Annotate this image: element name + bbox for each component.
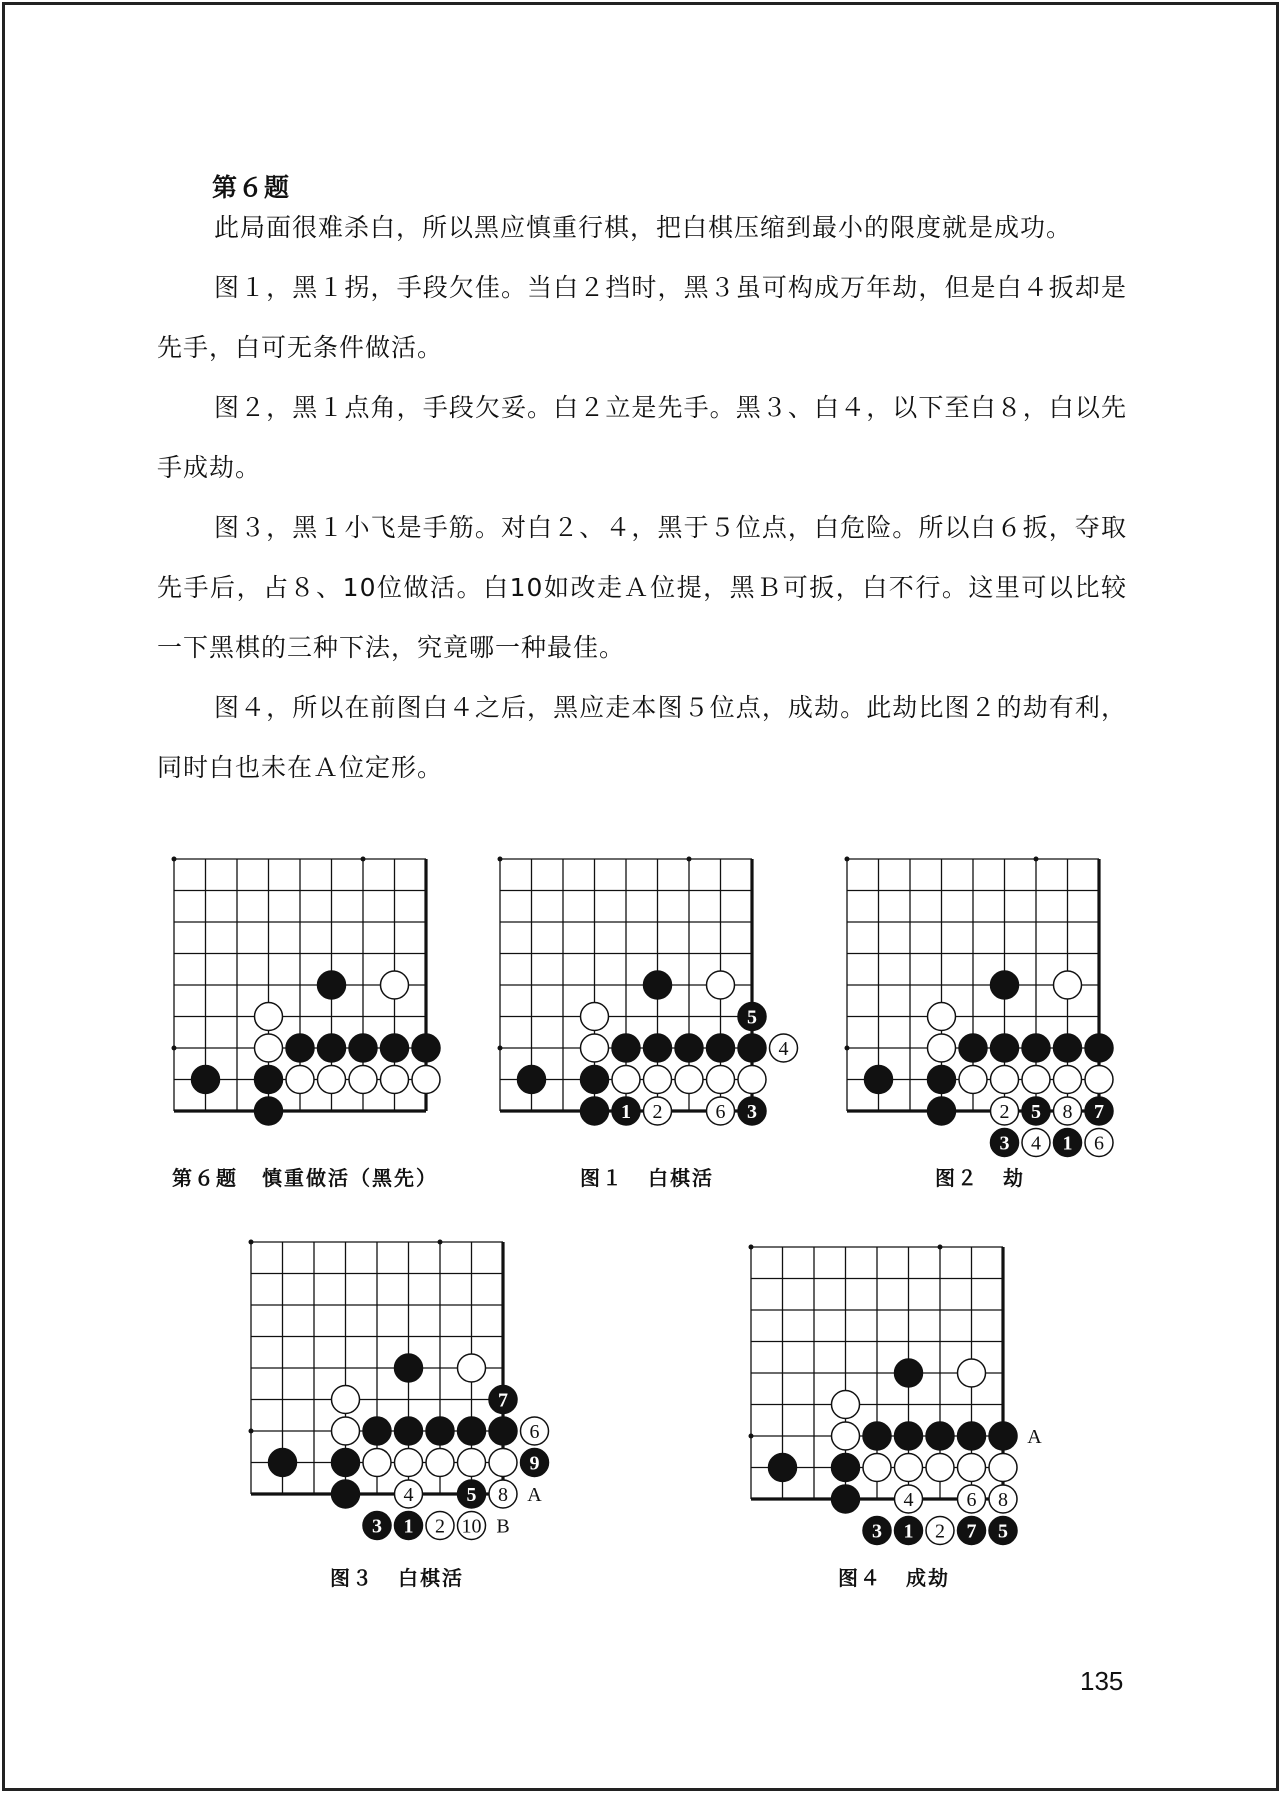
black-stone <box>255 1066 283 1094</box>
white-stone <box>395 1449 423 1477</box>
move-number: 1 <box>1062 1132 1073 1155</box>
white-stone <box>958 1359 986 1387</box>
move-number: 4 <box>403 1484 414 1506</box>
black-stone <box>412 1034 440 1062</box>
move-number: 8 <box>998 1489 1008 1511</box>
white-stone <box>1085 1066 1113 1094</box>
white-stone <box>770 1034 798 1062</box>
move-number: 3 <box>999 1132 1010 1155</box>
move-number: 5 <box>1031 1101 1041 1123</box>
black-stone <box>521 1449 549 1477</box>
white-stone <box>1085 1129 1113 1157</box>
point-label: B <box>496 1515 510 1538</box>
paragraph: 此局面很难杀白，所以黑应慎重行棋，把白棋压缩到最小的限度就是成功。 <box>214 213 1073 242</box>
move-number: 3 <box>872 1520 882 1543</box>
black-stone <box>895 1517 923 1545</box>
go-board-fig4 <box>749 1245 1042 1543</box>
edge-marker <box>498 857 503 862</box>
white-stone <box>644 1066 672 1094</box>
black-stone <box>675 1034 703 1062</box>
black-stone <box>363 1512 391 1540</box>
black-stone <box>318 1034 346 1062</box>
white-stone <box>1022 1066 1050 1094</box>
edge-marker <box>249 1240 254 1245</box>
caption-fig2 <box>935 1162 1025 1191</box>
white-stone <box>286 1066 314 1094</box>
black-stone <box>991 1129 1019 1157</box>
white-stone <box>489 1480 517 1508</box>
caption-text: 成劫 <box>906 1566 950 1590</box>
problem-text <box>157 198 1127 798</box>
edge-marker <box>361 857 366 862</box>
black-stone <box>832 1485 860 1513</box>
move-number: 6 <box>1094 1132 1104 1155</box>
black-stone <box>192 1066 220 1094</box>
white-stone <box>675 1066 703 1094</box>
page-number: 135 <box>1080 1666 1124 1696</box>
go-board-problem <box>172 857 462 1147</box>
go-board-fig2 <box>845 857 1135 1155</box>
white-stone <box>895 1485 923 1513</box>
problem-title: 第６题 <box>212 173 291 202</box>
black-stone <box>1022 1097 1050 1125</box>
caption-text: 慎重做活（黑先） <box>262 1166 438 1190</box>
white-stone <box>489 1449 517 1477</box>
black-stone <box>518 1066 546 1094</box>
move-number: 7 <box>498 1389 508 1412</box>
white-stone <box>349 1066 377 1094</box>
caption-fig1 <box>580 1162 714 1191</box>
black-stone <box>1054 1034 1082 1062</box>
white-stone <box>863 1454 891 1482</box>
black-stone <box>612 1034 640 1062</box>
paragraph: 图２，黑１点角，手段欠妥。白２立是先手。黑３、白４，以下至白８，白以先手成劫。 <box>157 393 1127 482</box>
black-stone <box>989 1517 1017 1545</box>
move-number: 6 <box>529 1421 540 1443</box>
caption-label: 图１ <box>580 1166 624 1190</box>
black-stone <box>581 1097 609 1125</box>
white-stone <box>318 1066 346 1094</box>
caption-fig3 <box>330 1562 464 1591</box>
move-number: 2 <box>435 1515 445 1538</box>
black-stone <box>458 1480 486 1508</box>
black-stone <box>255 1097 283 1125</box>
white-stone <box>958 1454 986 1482</box>
black-stone <box>458 1417 486 1445</box>
caption-label: 图４ <box>838 1566 882 1590</box>
white-stone <box>707 971 735 999</box>
black-stone <box>489 1386 517 1414</box>
white-stone <box>895 1454 923 1482</box>
black-stone <box>989 1422 1017 1450</box>
move-number: 3 <box>372 1515 382 1538</box>
black-stone <box>489 1417 517 1445</box>
white-stone <box>363 1449 391 1477</box>
point-label: A <box>1027 1426 1042 1448</box>
caption-fig4 <box>838 1562 950 1591</box>
edge-marker <box>938 1245 943 1250</box>
move-number: 9 <box>529 1452 540 1475</box>
white-stone <box>707 1066 735 1094</box>
white-stone <box>959 1066 987 1094</box>
black-stone <box>707 1034 735 1062</box>
caption-problem <box>172 1162 438 1191</box>
move-number: 10 <box>461 1515 482 1538</box>
white-stone <box>832 1391 860 1419</box>
move-number: 7 <box>966 1520 977 1543</box>
white-stone <box>958 1485 986 1513</box>
black-stone <box>958 1517 986 1545</box>
white-stone <box>926 1517 954 1545</box>
black-stone <box>1054 1129 1082 1157</box>
edge-marker <box>749 1245 754 1250</box>
white-stone <box>395 1480 423 1508</box>
caption-text: 白棋活 <box>648 1166 714 1190</box>
black-stone <box>863 1517 891 1545</box>
white-stone <box>332 1386 360 1414</box>
white-stone <box>928 1034 956 1062</box>
black-stone <box>895 1359 923 1387</box>
white-stone <box>581 1003 609 1031</box>
black-stone <box>332 1480 360 1508</box>
caption-label: 图２ <box>935 1166 979 1190</box>
caption-text: 白棋活 <box>398 1566 464 1590</box>
black-stone <box>959 1034 987 1062</box>
caption-text: 劫 <box>1003 1166 1025 1190</box>
move-number: 1 <box>621 1101 631 1123</box>
white-stone <box>255 1034 283 1062</box>
move-number: 6 <box>715 1101 726 1123</box>
edge-marker <box>845 857 850 862</box>
move-number: 7 <box>1094 1101 1104 1123</box>
move-number: 2 <box>999 1101 1010 1123</box>
edge-marker <box>172 1046 177 1051</box>
white-stone <box>989 1454 1017 1482</box>
white-stone <box>1022 1129 1050 1157</box>
white-stone <box>612 1066 640 1094</box>
black-stone <box>738 1097 766 1125</box>
edge-marker <box>172 857 177 862</box>
edge-marker <box>1034 857 1039 862</box>
white-stone <box>458 1354 486 1382</box>
edge-marker <box>845 1046 850 1051</box>
black-stone <box>738 1003 766 1031</box>
black-stone <box>426 1417 454 1445</box>
white-stone <box>1054 1097 1082 1125</box>
black-stone <box>395 1417 423 1445</box>
move-number: 5 <box>747 1006 757 1029</box>
move-number: 8 <box>498 1484 508 1506</box>
move-number: 8 <box>1062 1101 1073 1123</box>
edge-marker <box>249 1429 254 1434</box>
paragraph: 图１，黑１拐，手段欠佳。当白２挡时，黑３虽可构成万年劫，但是白４扳却是先手，白可无条件做活。 <box>157 273 1127 362</box>
white-stone <box>332 1417 360 1445</box>
edge-marker <box>498 1046 503 1051</box>
black-stone <box>269 1449 297 1477</box>
black-stone <box>928 1097 956 1125</box>
move-number: 2 <box>935 1520 945 1543</box>
white-stone <box>255 1003 283 1031</box>
white-stone <box>458 1512 486 1540</box>
black-stone <box>865 1066 893 1094</box>
go-board-fig3 <box>249 1240 542 1538</box>
white-stone <box>644 1097 672 1125</box>
black-stone <box>769 1454 797 1482</box>
white-stone <box>426 1512 454 1540</box>
white-stone <box>926 1454 954 1482</box>
black-stone <box>395 1512 423 1540</box>
move-number: 1 <box>903 1520 914 1543</box>
white-stone <box>381 1066 409 1094</box>
black-stone <box>381 1034 409 1062</box>
black-stone <box>738 1034 766 1062</box>
black-stone <box>832 1454 860 1482</box>
white-stone <box>738 1066 766 1094</box>
edge-marker <box>749 1434 754 1439</box>
move-number: 4 <box>903 1489 914 1511</box>
white-stone <box>426 1449 454 1477</box>
black-stone <box>958 1422 986 1450</box>
black-stone <box>991 1034 1019 1062</box>
move-number: 5 <box>466 1484 477 1506</box>
caption-label: 第６题 <box>172 1166 238 1190</box>
move-number: 4 <box>778 1038 789 1060</box>
black-stone <box>612 1097 640 1125</box>
black-stone <box>1085 1097 1113 1125</box>
black-stone <box>926 1422 954 1450</box>
white-stone <box>989 1485 1017 1513</box>
black-stone <box>644 1034 672 1062</box>
black-stone <box>349 1034 377 1062</box>
black-stone <box>1022 1034 1050 1062</box>
black-stone <box>863 1422 891 1450</box>
black-stone <box>286 1034 314 1062</box>
black-stone <box>895 1422 923 1450</box>
black-stone <box>991 971 1019 999</box>
black-stone <box>1085 1034 1113 1062</box>
paragraph: 图４，所以在前图白４之后，黑应走本图５位点，成劫。此劫比图２的劫有利，同时白也未在Ａ位定形。 <box>157 693 1127 782</box>
black-stone <box>395 1354 423 1382</box>
edge-marker <box>438 1240 443 1245</box>
move-number: 1 <box>403 1515 414 1538</box>
move-number: 2 <box>652 1101 663 1123</box>
black-stone <box>363 1417 391 1445</box>
move-number: 4 <box>1031 1132 1041 1155</box>
black-stone <box>928 1066 956 1094</box>
white-stone <box>991 1097 1019 1125</box>
black-stone <box>644 971 672 999</box>
point-label: A <box>527 1484 542 1506</box>
white-stone <box>707 1097 735 1125</box>
go-board-fig1 <box>498 857 788 1147</box>
white-stone <box>928 1003 956 1031</box>
white-stone <box>991 1066 1019 1094</box>
caption-label: 图３ <box>330 1566 374 1590</box>
black-stone <box>318 971 346 999</box>
white-stone <box>521 1417 549 1445</box>
white-stone <box>412 1066 440 1094</box>
white-stone <box>381 971 409 999</box>
edge-marker <box>687 857 692 862</box>
move-number: 6 <box>966 1489 977 1511</box>
paragraph: 图３，黑１小飞是手筋。对白２、４，黑于５位点，白危险。所以白６扳，夺取先手后，占８、10位做活。白10如改走Ａ位提，黑Ｂ可扳，白不行。这里可以比较一下黑棋的三种下法，究竟哪一种最佳。 <box>157 513 1127 662</box>
move-number: 3 <box>747 1101 757 1123</box>
white-stone <box>1054 1066 1082 1094</box>
white-stone <box>832 1422 860 1450</box>
black-stone <box>332 1449 360 1477</box>
move-number: 5 <box>998 1520 1008 1543</box>
white-stone <box>581 1034 609 1062</box>
white-stone <box>1054 971 1082 999</box>
white-stone <box>458 1449 486 1477</box>
black-stone <box>581 1066 609 1094</box>
